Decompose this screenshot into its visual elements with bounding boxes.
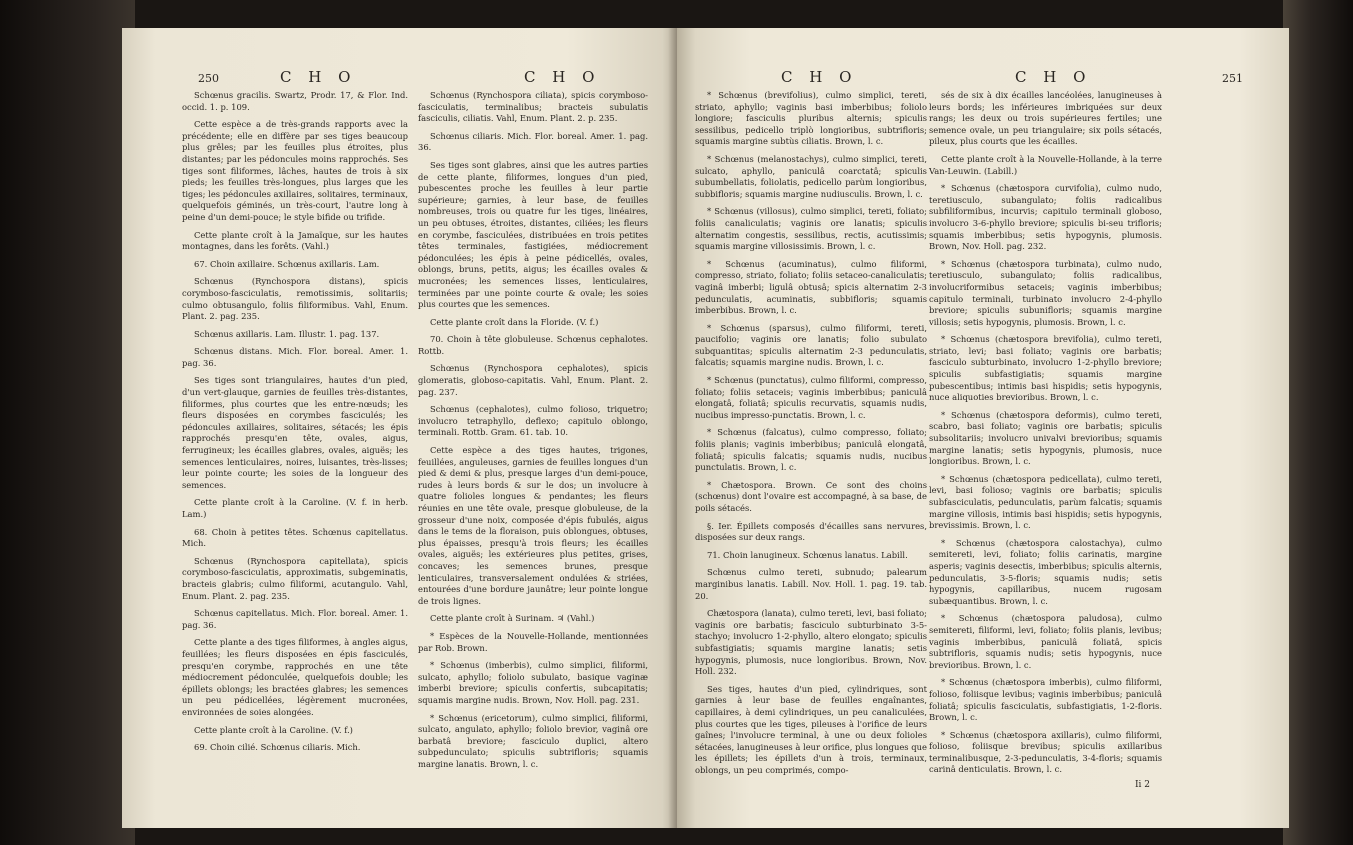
paragraph: §. Ier. Épillets composés d'écailles sans nervures, disposées sur deux rangs.	[695, 520, 927, 543]
paragraph: Schœnus (cephalotes), culmo folioso, triquetro; involucro tetraphyllo, deflexo; capitulo oblongo, terminali. Rottb. Gram. 61. tab. 10.	[418, 404, 648, 438]
left-column-1	[182, 90, 408, 760]
running-head-right-col2: C H O	[1015, 68, 1092, 86]
running-head-left-col1: C H O	[280, 68, 357, 86]
paragraph: Cette plante croît dans la Floride. (V. f.)	[430, 316, 599, 327]
paragraph: * Espèces de la Nouvelle-Hollande, mentionnées par Rob. Brown.	[418, 630, 648, 653]
paragraph: * Schœnus (brevifolius), culmo simplici, tereti, striato, aphyllo; vaginis basi imberbibus; foliolo longiore; fasciculis pluribus alternis; spiculis sessilibus, pedicello triplò longioribus, subtrifloris; squamis margine subtùs ciliatis. Brown, l. c.	[695, 90, 927, 147]
paragraph: Ses tiges, hautes d'un pied, cylindriques, sont garnies à leur base de feuilles engaînantes, capillaires, à demi cylindriques, un peu canaliculées, plus courtes que les tiges, pileuses à l'orifice de leurs gaînes; l'involucre terminal, à une ou deux folioles sétacées, lanugineuses à leur orifice, plus longues que les épillets; les épillets d'un à trois, terminaux, oblongs, un peu comprimés, compo-	[695, 683, 927, 775]
paragraph: * Schœnus (chætospora paludosa), culmo semitereti, filiformi, levi, foliato; foliis planis, levibus; vaginis imberbibus, paniculâ foliatâ, spicis subtrifloris, squamis nudis; setis hypogynis, nuce brevioribus. Brown, l. c.	[929, 613, 1162, 670]
left-column-2	[418, 90, 648, 776]
paragraph: * Schœnus (chætospora turbinata), culmo nudo, teretiusculo, subangulato; foliis radicalibus, involucriformibus setaceis; vaginis imberbibus; capitulo terminali, turbinato involucro 2-4-phyllo breviore; spiculis subuniflоris; squamis margine villosis; setis hypogynis, plumosis. Brown, l. c.	[929, 258, 1162, 327]
paragraph: * Schœnus (melanostachys), culmo simplici, tereti, sulcato, aphyllo, paniculâ coarctatâ; spiculis subumbellatis, foliolatis, pedicello parùm longioribus, subbifloris; squamis margine nudiusculis. Brown, l. c.	[695, 153, 927, 199]
paragraph: * Schœnus (chætospora deformis), culmo tereti, scabro, basi foliato; vaginis ore barbatis; spiculis subsolitariis; involucro univalvi brevioribus; squamis margine lanatis; setis hypogynis, plumosis, nuce longioribus. Brown, l. c.	[929, 409, 1162, 467]
paragraph: Cette plante croît à Surinam. ♃ (Vahl.)	[430, 613, 595, 624]
paragraph: Schœnus axillaris. Lam. Illustr. 1. pag. 137.	[194, 328, 380, 339]
paragraph: * Schœnus (acuminatus), culmo filiformi, compresso, striato, foliato; foliis setaceo-canaliculatis; vaginâ imberbi; ligulâ obtusâ; spicis alternatim 2-3 pedunculatis, acuminatis, subbifloris; squamis imberbibus. Brown, l. c.	[695, 258, 927, 316]
paragraph: 69. Choin cilié. Schœnus ciliaris. Mich.	[194, 742, 361, 753]
paragraph: Cette plante croît à la Caroline. (V. f. in herb. Lam.)	[182, 497, 408, 519]
page-number-left: 250	[198, 72, 219, 85]
paragraph: * Schœnus (punctatus), culmo filiformi, compresso, foliato; foliis setaceis; vaginis imberbibus; paniculâ elongatâ, foliatâ; spiculis recurvatis, squamis nudis, nucibus impresso-punctatis. Brown, l. c.	[695, 375, 927, 420]
paragraph: Chætospora (lanata), culmo tereti, levi, basi foliato; vaginis ore barbatis; fasciculo subturbinato 3-5-stachyo; involucro 1-2-phyllo, altero elongato; spiculis subfastigiatis; squamis margine lanatis; setis hypogynis, plumosis, nuce longioribus. Brown, Nov. Holl. 232.	[695, 608, 927, 677]
paragraph: Ses tiges sont glabres, ainsi que les autres parties de cette plante, filiformes, longues d'un pied, pubescentes proche les feuilles à leur partie supérieure; garnies, à leur base, de feuilles nombreuses, trois ou quatre fur les tiges, linéaires, un peu obtuses, étroites, distantes, ciliées; les fleurs en corymbe, fasciculées, distribuées en trois petites têtes terminales, fastigiées, médiocrement pédonculées; les épis à peine pédicellés, ovales, oblongs, bruns, petits, aigus; les écailles ovales & mucronées; les semences lisses, lenticulaires, terminées par une pointe courte & ovale; les soies plus courtes que les semences.	[418, 159, 648, 310]
left-page	[122, 28, 679, 828]
paragraph: Cette plante a des tiges filiformes, à angles aigus, feuillées; les fleurs disposées en épis fasciculés, presqu'en corymbe, rapprochés en une tête médiocrement pédonculée, quelquefois double; les épillets oblongs; les bractées glabres; les semences un peu pédicellées, légèrement mucronées, environnées de soies alongées.	[182, 637, 408, 717]
right-column-1	[695, 90, 927, 782]
paragraph: 71. Choin lanugineux. Schœnus lanatus. Labill.	[707, 549, 908, 560]
right-column-2	[929, 90, 1162, 782]
right-page	[677, 28, 1289, 828]
paragraph: 68. Choin à petites têtes. Schœnus capitellatus. Mich.	[182, 526, 408, 549]
paragraph: * Schœnus (ericetorum), culmo simplici, filiformi, sulcato, angulato, aphyllo; foliolo brevior, vaginâ ore barbatâ breviore; fasciculo duplici, altero subpedunculato; spiculis subtrifloris; squamis margine lanatis. Brown, l. c.	[418, 712, 648, 769]
paragraph: Schœnus gracilis. Swartz, Prodr. 17, & Flor. Ind. occid. 1. p. 109.	[182, 90, 408, 112]
paragraph: Cette espèce a des tiges hautes, trigones, feuillées, anguleuses, garnies de feuilles longues d'un pied & demi & plus, presque larges d'un demi-pouce, rudes à leurs bords & sur le dos; un involucre à quatre folioles longues & pendantes; les fleurs réunies en une tête ovale, presque globuleuse, de la grosseur d'une noix, composée d'épis fubulés, aigus dans le tems de la floraison, puis oblongues, obtuses, plus épaisses, presqu'à trois fleurs; les écailles ovales, aiguës; les extérieures plus petites, grises, concaves; les semences brunes, presque lenticulaires, transversalement ondulées & striées, entourées d'une bordure jaunâtre; leur pointe longue de trois lignes.	[418, 445, 648, 606]
paragraph: Schœnus distans. Mich. Flor. boreal. Amer. 1. pag. 36.	[182, 346, 408, 368]
paragraph: Schœnus (Rynchosporа distans), spicis corymboso-fasciculatis, remotissimis, solitariis; culmo obtusangulo, foliis filiformibus. Vahl, Enum. Plant. 2. pag. 235.	[182, 276, 408, 322]
paragraph: * Schœnus (chætospora curvifolia), culmo nudo, teretiusculo, subangulato; foliis radicalibus subfiliformibus, incurvis; capitulo terminali globoso, involucro 3-6-phyllo breviore; spiculis bi-seu trifloris; squamis imberbibus; setis hypogynis, plumosis. Brown, Nov. Holl. pag. 232.	[929, 183, 1162, 252]
book-cover-left	[0, 0, 135, 845]
page-number-right: 251	[1222, 72, 1243, 85]
book-cover-right	[1283, 0, 1353, 845]
paragraph: * Schœnus (falcatus), culmo compresso, foliato; foliis planis; vaginis imberbibus; paniculâ elongatâ, foliatâ; spiculis falcatis; squamis nudis, nucibus punctulatis. Brown, l. c.	[695, 427, 927, 473]
paragraph: sés de six à dix écailles lancéolées, lanugineuses à leurs bords; les inférieures imbriquées sur deux rangs; les deux ou trois supérieures fertiles; une semence ovale, un peu triangulaire; six poils sétacés, pileux, plus courts que les écailles.	[929, 90, 1162, 147]
paragraph: Schœnus (Rynchospora ciliata), spicis corymboso-fasciculatis, terminalibus; bracteis subulatis fasciculis, ciliatis. Vahl, Enum. Plant. 2. p. 235.	[418, 90, 648, 124]
paragraph: Cette plante croît à la Caroline. (V. f.)	[194, 724, 353, 735]
paragraph: * Schœnus (chætospora pedicellata), culmo tereti, levi, basi folioso; vaginis ore barbatis; spiculis subfasciculatis, pedunculatis, parùm falcatis; squamis margine villosis, intimis basi hispidis; setis hypogynis, brevissimis. Brown, l. c.	[929, 473, 1162, 531]
paragraph: Cette plante croît à la Jamaïque, sur les hautes montagnes, dans les forêts. (Vahl.)	[182, 229, 408, 252]
paragraph: * Chætospora. Brown. Ce sont des choins (schœnus) dont l'ovaire est accompagné, à sa base, de poils sétacés.	[695, 479, 927, 513]
paragraph: * Schœnus (chætospora imberbis), culmo filiformi, folioso, foliisque levibus; vaginis imberbibus; paniculâ foliatâ; spiculis fasciculatis, subfastigiatis, 1-2-floris. Brown, l. c.	[929, 677, 1162, 723]
paragraph: * Schœnus (imberbis), culmo simplici, filiformi, sulcato, aphyllo; foliolo subulato, basique vaginæ imberbi breviore; spiculis confertis, subcapitatis; squamis margine nudis. Brown, Nov. Holl. pag. 231.	[418, 660, 648, 705]
paragraph: Schœnus (Rynchospora capitellata), spicis corymboso-fasciculatis, approximatis, subgeminatis, bracteis glabris; culmo filiformi, acutangulo. Vahl, Enum. Plant. 2. pag. 235.	[182, 555, 408, 601]
paragraph: Schœnus ciliaris. Mich. Flor. boreal. Amer. 1. pag. 36.	[418, 130, 648, 153]
paragraph: Schœnus (Rynchospora cephalotes), spicis glomeratis, globoso-capitatis. Vahl, Enum. Plant. 2. pag. 237.	[418, 363, 648, 397]
running-head-left-col2: C H O	[524, 68, 601, 86]
paragraph: Cette plante croît à la Nouvelle-Hollande, à la terre Van-Leuwin. (Labill.)	[929, 153, 1162, 176]
paragraph: Cette espèce a de très-grands rapports avec la précédente; elle en diffère par ses tiges beaucoup plus grêles; par les feuilles plus étroites, plus distantes; par les pédoncules moins rapprochés. Ses tiges sont filiformes, lâches, hautes de trois à six pieds; les feuilles très-longues, plus larges que les tiges; les pédoncules axillaires, solitaires, terminaux, quelquefois géminés, un très-court, l'autre long à peine d'un demi-pouce; le style bifide ou trifide.	[182, 119, 408, 222]
running-head-right-col1: C H O	[781, 68, 858, 86]
paragraph: Ses tiges sont triangulaires, hautes d'un pied, d'un vert-glauque, garnies de feuilles très-distantes, filiformes, plus courtes que les entre-nœuds; les fleurs disposées en corymbes fasciculés; les pédoncules axillaires, solitaires, sétacés; les épis rapprochés presqu'en tête, ovales, aigus, ferrugineux; les écailles glabres, ovales, aiguës; les semences lenticulaires, noires, luisantes, très-lisses; leur pointe courte; les soies de la longueur des semences.	[182, 375, 408, 490]
paragraph: Schœnus culmo tereti, subnudo; palearum marginibus lanatis. Labill. Nov. Holl. 1. pag. 19. tab. 20.	[695, 567, 927, 601]
paragraph: * Schœnus (chætospora brevifolia), culmo tereti, striato, levi; basi foliato; vaginis ore barbatis; fasciculo subturbinato, involucro 1-2-phyllo breviore; spiculis subfastigiatis; squamis margine pubescentibus; intimis basi hispidis; setis hypogynis, nuce aliquoties brevioribus. Brown, l. c.	[929, 334, 1162, 403]
paragraph: * Schœnus (chætospora calostachya), culmo semitereti, levi, foliato; foliis carinatis, margine asperis; vaginis desectis, imberbibus; spiculis alternis, pedunculatis, 3-5-floris; squamis nudis; setis hypogynis, capillaribus, nucem rugosam subæquantibus. Brown, l. c.	[929, 537, 1162, 606]
signature-mark: Ii 2	[1135, 780, 1151, 790]
paragraph: * Schœnus (villosus), culmo simplici, tereti, foliato; foliis canaliculatis; vaginis ore lanatis; spiculis alternatim congestis, sessilibus, rectis, acutissimis; squamis margine villosissimis. Brown, l. c.	[695, 206, 927, 252]
paragraph: * Schœnus (sparsus), culmo filiformi, tereti, paucifolio; vaginis ore lanatis; folio subulato subquantitas; spiculis alternatim 2-3 pedunculatis, falcatis; squamis margine nudis. Brown, l. c.	[695, 322, 927, 368]
paragraph: Schœnus capitellatus. Mich. Flor. boreal. Amer. 1. pag. 36.	[182, 608, 408, 630]
paragraph: * Schœnus (chætospora axillaris), culmo filiformi, folioso, foliisque brevibus; spiculis axillaribus terminalibusque, 2-3-pedunculatis, 3-4-floris; squamis carinâ denticulatis. Brown, l. c.	[929, 729, 1162, 775]
paragraph: 67. Choin axillaire. Schœnus axillaris. Lam.	[194, 258, 380, 269]
paragraph: 70. Choin à tête globuleuse. Schœnus cephalotes. Rottb.	[418, 334, 648, 356]
